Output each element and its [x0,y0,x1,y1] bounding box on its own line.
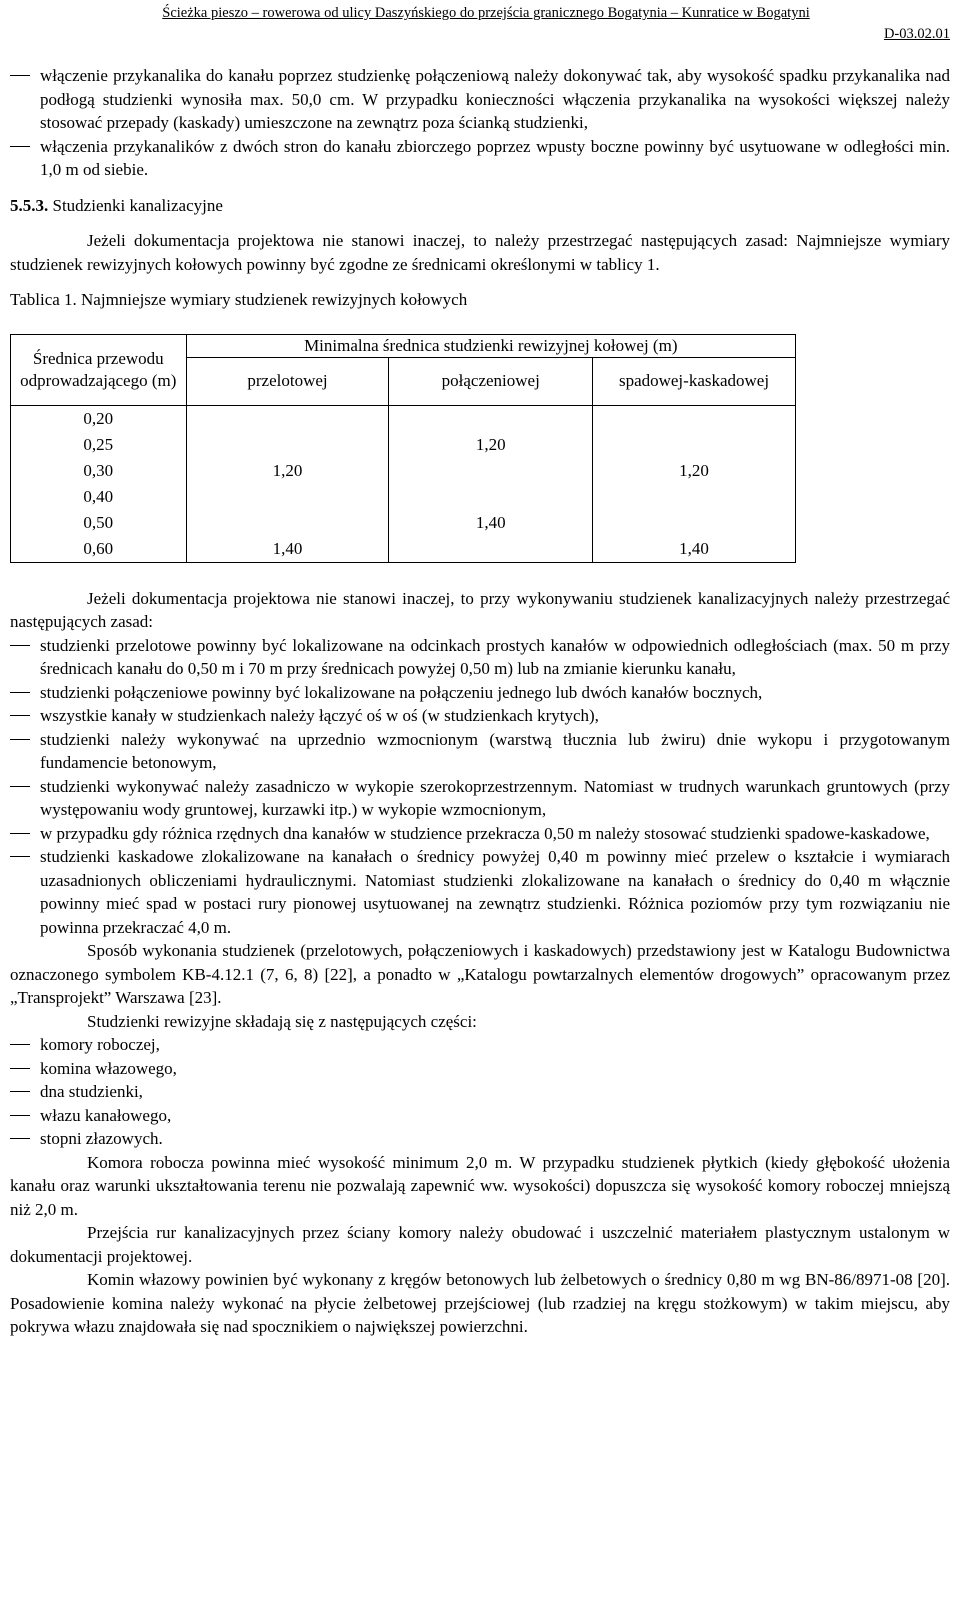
rules-intro: Jeżeli dokumentacja projektowa nie stanowi inaczej, to przy wykonywaniu studzienek kanalizacyjnych należy przestrzegać następujących zasad: [10,588,950,631]
rule-item: studzienki wykonywać należy zasadniczo w wykopie szerokoprzestrzennym. Natomiast w trudnych warunkach gruntowych (przy występowaniu wody gruntowej, kurzawki itp.) w wykopie wzmocnionym, [10,775,950,822]
table-row [11,458,796,484]
rule-item: studzienki kaskadowe zlokalizowane na kanałach o średnicy powyżej 0,40 m powinny mieć przelew o kształcie i wymiarach uzasadnionych obliczeniami hydraulicznymi. Natomiast studzienki zlokalizowane na kanałach o średnicy do 0,40 m włącznie powinny mieć spad w postaci rury pionowej usytuowanej na zewnątrz studzienki. Różnica poziomów przy tym rozwiązaniu nie powinna przekraczać 4,0 m. [10,845,950,939]
rule-item: wszystkie kanały w studzienkach należy łączyć oś w oś (w studzienkach krytych), [10,704,950,728]
table-group-header: Minimalna średnica studzienki rewizyjnej kołowej (m) [186,334,795,357]
part-item: dna studzienki, [10,1080,950,1104]
rule-item: studzienki połączeniowe powinny być lokalizowane na połączeniu jednego lub dwóch kanałów bocznych, [10,681,950,705]
table-cell: 1,20 [186,458,389,484]
table-cell [389,405,593,432]
table-cell: 0,20 [11,405,187,432]
table-caption: Tablica 1. Najmniejsze wymiary studzienek rewizyjnych kołowych [10,290,468,309]
rule-item: w przypadku gdy różnica rzędnych dna kanałów w studzience przekracza 0,50 m należy stosować studzienki spadowe-kaskadowe, [10,822,950,846]
closing-paragraph: Komin włazowy powinien być wykonany z kręgów betonowych lub żelbetowych o średnicy 0,80 m wg BN-86/8971-08 [20]. Posadowienie komina należy wykonać na płycie żelbetowej przejściowej (lub rzadziej na kręgu stożkowym) w takim miejscu, aby pokrywa włazu znajdowała się nad spocznikiem o największej powierzchni. [10,1270,950,1336]
table-cell [186,510,389,536]
table-row [11,510,796,536]
table-cell: 0,40 [11,484,187,510]
section-number: 5.5.3. [10,195,49,215]
table-cell [389,484,593,510]
table-cell: 1,20 [593,458,796,484]
table-subheader: spadowej-kaskadowej [593,357,796,405]
table-cell: 1,40 [389,510,593,536]
table-row [11,405,796,432]
section-title: Studzienki kanalizacyjne [52,195,223,215]
table-cell: 0,60 [11,536,187,563]
table-subheader: przelotowej [186,357,389,405]
table-row [11,536,796,563]
rule-item: studzienki należy wykonywać na uprzednio wzmocnionym (warstwą tłucznia lub żwiru) dnie wykopu i przygotowanym fundamencie betonowym, [10,728,950,775]
closing-paragraph: Komora robocza powinna mieć wysokość minimum 2,0 m. W przypadku studzienek płytkich (kiedy głębokość ułożenia kanału oraz warunki ukształtowania terenu nie pozwalają zapewnić ww. wysokości) dopuszcza się wysokość komory roboczej mniejszą niż 2,0 m. [10,1152,950,1219]
table-cell [186,405,389,432]
header-code: D-03.02.01 [883,26,950,42]
part-item: włazu kanałowego, [10,1104,950,1128]
part-item: komory roboczej, [10,1033,950,1057]
catalog-paragraph: Sposób wykonania studzienek (przelotowych, połączeniowych i kaskadowych) przedstawiony jest w Katalogu Budownictwa oznaczonego symbolem KB-4.12.1 (7, 6, 8) [22], a ponadto w „Katalogu powtarzalnych elementów drogowych” opracowanym przez „Transprojekt” Warszawa [23]. [10,941,950,1007]
header-title: Ścieżka pieszo – rowerowa od ulicy Daszyńskiego do przejścia granicznego Bogatynia – Kunratice w Bogatyni [162,5,810,21]
bullet-item: włączenie przykanalika do kanału poprzez studzienkę połączeniową należy dokonywać tak, aby wysokość spadku przykanalika nad podłogą studzienki wynosiła max. 50,0 cm. W przypadku konieczności włączenia przykanalika na wysokości większej należy stosować przepady (kaskady) umieszczone na zewnątrz poza ścianką studzienki, [10,64,950,135]
table-row [11,484,796,510]
table-col1-header: Średnica przewodu odprowadzającego (m) [11,334,187,405]
bullet-item: włączenia przykanalików z dwóch stron do kanału zbiorczego poprzez wpusty boczne powinny być usytuowane w odległości min. 1,0 m od siebie. [10,135,950,182]
closing-paragraph: Przejścia rur kanalizacyjnych przez ściany komory należy obudować i uszczelnić materiałem plastycznym ustalonym w dokumentacji projektowej. [10,1223,950,1266]
rule-item: studzienki przelotowe powinny być lokalizowane na odcinkach prostych kanałów w odpowiednich odległościach (max. 50 m przy średnicach kanału do 0,50 m i 70 m przy średnicach powyżej 0,50 m) lub na zmianie kierunku kanału, [10,634,950,681]
table-cell: 0,25 [11,432,187,458]
table-cell [593,405,796,432]
intro-paragraph: Jeżeli dokumentacja projektowa nie stanowi inaczej, to należy przestrzegać następujących zasad: Najmniejsze wymiary studzienek rewizyjnych kołowych powinny być zgodne ze średnicami określonymi w tablicy 1. [10,231,950,274]
table-cell: 1,40 [593,536,796,563]
section-heading [10,194,950,218]
table-cell: 1,40 [186,536,389,563]
table-subheader: połączeniowej [389,357,593,405]
table-cell [593,510,796,536]
table-row [11,432,796,458]
part-item: stopni złazowych. [10,1127,950,1151]
parts-intro: Studzienki rewizyjne składają się z następujących części: [87,1011,477,1031]
table-cell [593,484,796,510]
part-item: komina włazowego, [10,1057,950,1081]
table-cell [389,458,593,484]
table-cell: 0,50 [11,510,187,536]
table-cell [186,484,389,510]
table-cell [186,432,389,458]
dimensions-table [10,334,796,563]
table-cell: 1,20 [389,432,593,458]
table-cell [389,536,593,563]
table-cell: 0,30 [11,458,187,484]
document-body [10,64,950,1339]
table-cell [593,432,796,458]
